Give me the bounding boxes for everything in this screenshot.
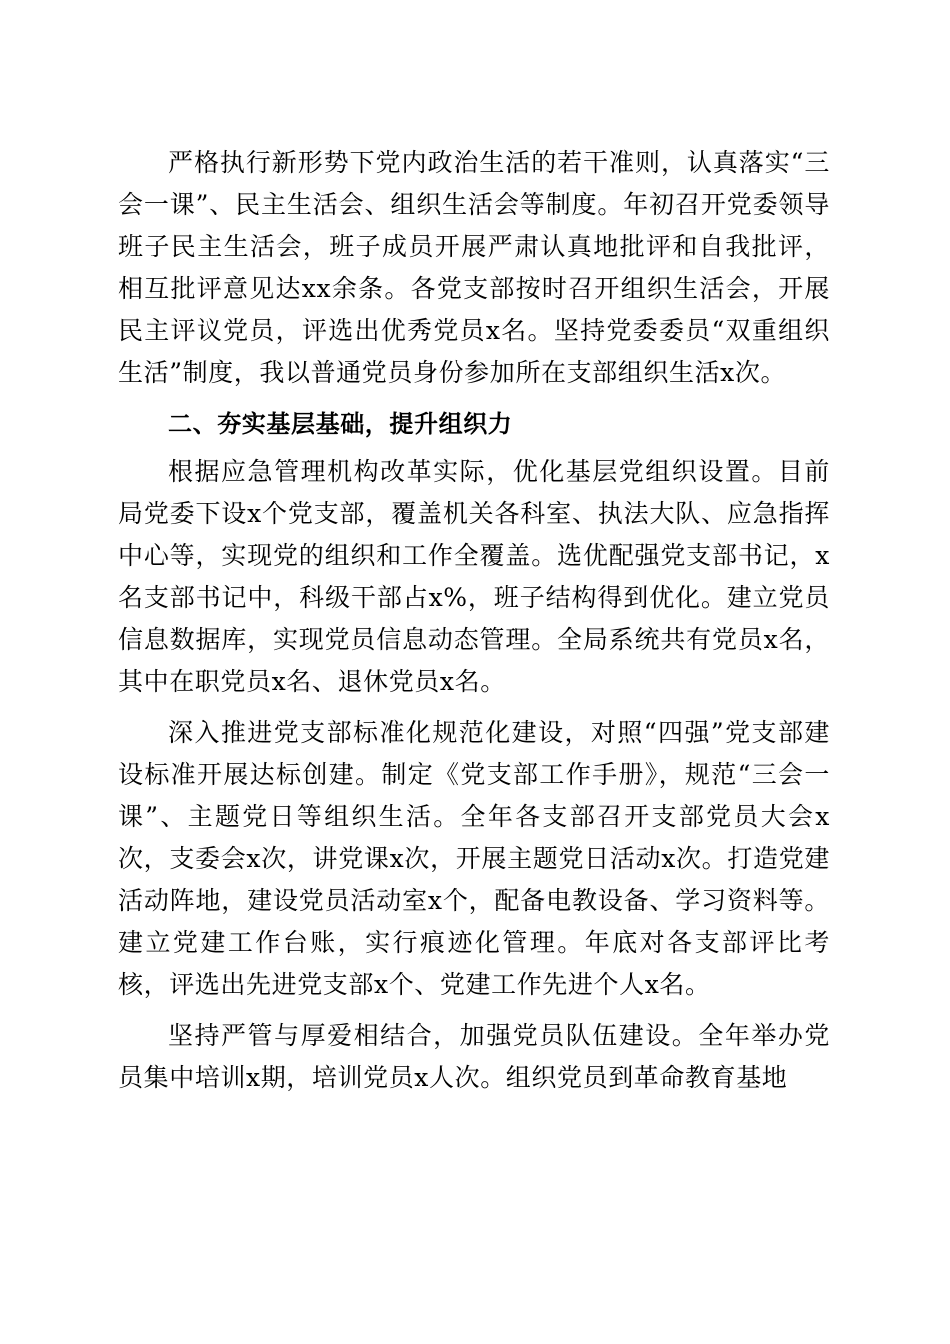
paragraph-branch-standardization: 深入推进党支部标准化规范化建设，对照“四强”党支部建设标准开展达标创建。制定《党支部工作手册》，规范“三会一课”、主题党日等组织生活。全年各支部召开支部党员大会x次，支委会x次，讲党课x次，开展主题党日活动x次。打造党建活动阵地，建设党员活动室x个，配备电教设备、学习资料等。建立党建工作台账，实行痕迹化管理。年底对各支部评比考核，评选出先进党支部x个、党建工作先进个人x名。 bbox=[118, 718, 830, 999]
paragraph-org-setup: 根据应急管理机构改革实际，优化基层党组织设置。目前局党委下设x个党支部，覆盖机关各科室、执法大队、应急指挥中心等，实现党的组织和工作全覆盖。选优配强党支部书记，x名支部书记中，科级干部占x%，班子结构得到优化。建立党员信息数据库，实现党员信息动态管理。全局系统共有党员x名，其中在职党员x名、退休党员x名。 bbox=[118, 457, 830, 696]
section-heading-grassroots: 二、夯实基层基础，提升组织力 bbox=[168, 410, 513, 438]
document-body bbox=[118, 142, 830, 1099]
paragraph-party-life: 严格执行新形势下党内政治生活的若干准则，认真落实“三会一课”、民主生活会、组织生活会等制度。年初召开党委领导班子民主生活会，班子成员开展严肃认真地批评和自我批评，相互批评意见达xx余条。各党支部按时召开组织生活会，开展民主评议党员，评选出优秀党员x名。坚持党委委员“双重组织生活”制度，我以普通党员身份参加所在支部组织生活x次。 bbox=[118, 148, 830, 387]
paragraph-member-training: 坚持严管与厚爱相结合，加强党员队伍建设。全年举办党员集中培训x期，培训党员x人次。组织党员到革命教育基地 bbox=[118, 1021, 830, 1092]
